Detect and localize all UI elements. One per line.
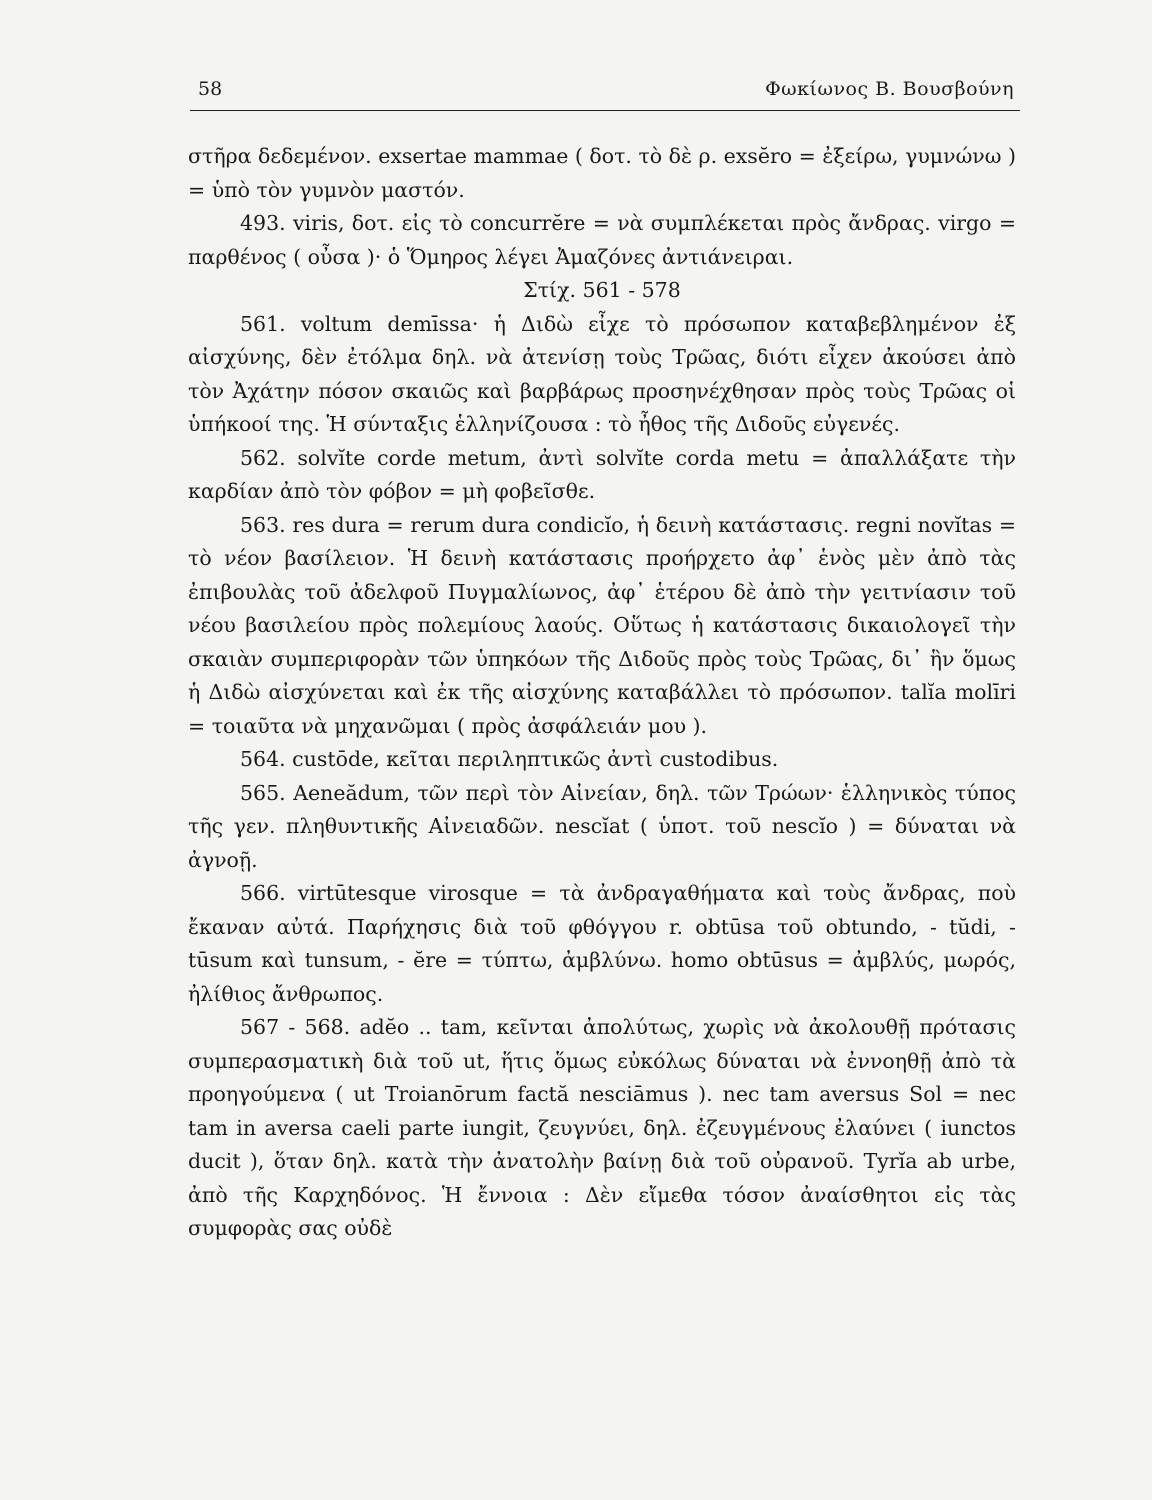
section-heading: Στίχ. 561 - 578 (523, 278, 681, 302)
note-564: 564. custōde, κεῖται περιληπτικῶς ἀντὶ custodibus. (240, 747, 779, 771)
page-header (190, 70, 1020, 111)
note-563: 563. res dura = rerum dura condicĭo, ἡ δεινὴ κατάστασις. regni novĭtas = τὸ νέον βασίλειον. Ἡ δεινὴ κατάστασις προήρχετο ἀφ᾽ ἑνὸς μὲν ἀπὸ τὰς ἐπιβουλὰς τοῦ ἀδελφοῦ Πυγμαλίωνος, ἀφ᾽ ἑτέρου δὲ ἀπὸ τὴν γειτνίασιν τοῦ νέου βασιλείου πρὸς πολεμίους λαούς. Οὕτως ἡ κατάστασις δικαιολογεῖ τὴν σκαιὰν συμπεριφορὰν τῶν ὑπηκόων τῆς Διδοῦς πρὸς τοὺς Τρῶας, δι᾽ ἣν ὅμως ἡ Διδὼ αἰσχύνεται καὶ ἐκ τῆς αἰσχύνης καταβάλλει τὸ πρόσωπον. talĭa molīri = τοιαῦτα νὰ μηχανῶμαι ( πρὸς ἀσφάλειάν μου ). (188, 512, 1016, 738)
note-566: 566. virtūtesque virosque = τὰ ἀνδραγαθήματα καὶ τοὺς ἄνδρας, ποὺ ἔκαναν αὐτά. Παρήχησις διὰ τοῦ φθόγγου r. obtūsa τοῦ obtundo, - tŭdi, - tūsum καὶ tunsum, - ĕre = τύπτω, ἀμβλύνω. homo obtūsus = ἀμβλύς, μωρός, ἠλίθιος ἄνθρωπος. (188, 881, 1016, 1006)
note-567-568: 567 - 568. adĕo .. tam, κεῖνται ἀπολύτως, χωρὶς νὰ ἀκολουθῇ πρότασις συμπερασματικὴ διὰ τοῦ ut, ἥτις ὅμως εὐκόλως δύναται νὰ ἐννοηθῇ ἀπὸ τὰ προηγούμενα ( ut Troianōrum factă nesciāmus ). nec tam aversus Sol = nec tam in aversa caeli parte iungit, ζευγνύει, δηλ. ἐζευγμένους ἐλαύνει ( iunctos ducit ), ὅταν δηλ. κατὰ τὴν ἀνατολὴν βαίνῃ διὰ τοῦ οὐρανοῦ. Tyrĭa ab urbe, ἀπὸ τῆς Καρχηδόνος. Ἡ ἔννοια : Δὲν εἴμεθα τόσον ἀναίσθητοι εἰς τὰς συμφορὰς σας οὐδὲ (188, 1015, 1016, 1240)
paragraph-continued: στῆρα δεδεμένον. exsertae mammae ( δοτ. τὸ δὲ ρ. exsĕro = ἐξείρω, γυμνώνω ) = ὑπὸ τὸν γυμνὸν μαστόν. (188, 144, 1016, 202)
note-493: 493. viris, δοτ. εἰς τὸ concurrĕre = νὰ συμπλέκεται πρὸς ἄνδρας. virgo = παρθένος ( οὖσα )· ὁ Ὅμηρος λέγει Ἀμαζόνες ἀντιάνειραι. (188, 211, 1016, 269)
running-head: Φωκίωνος Β. Βουσβούνη (765, 78, 1014, 100)
note-562: 562. solvĭte corde metum, ἀντὶ solvĭte corda metu = ἀπαλλάξατε τὴν καρδίαν ἀπὸ τὸν φόβον = μὴ φοβεῖσθε. (188, 445, 1016, 503)
note-561: 561. voltum demīssa· ἡ Διδὼ εἶχε τὸ πρόσωπον καταβεβλημένον ἐξ αἰσχύνης, δὲν ἐτόλμα δηλ. νὰ ἀτενίσῃ τοὺς Τρῶας, διότι εἶχεν ἀκούσει ἀπὸ τὸν Ἀχάτην πόσον σκαιῶς καὶ βαρβάρως προσηνέχθησαν πρὸς τοὺς Τρῶας οἱ ὑπήκοοί της. Ἡ σύνταξις ἑλληνίζουσα : τὸ ἦθος τῆς Διδοῦς εὐγενές. (188, 311, 1016, 436)
note-565: 565. Aeneădum, τῶν περὶ τὸν Αἰνείαν, δηλ. τῶν Τρώων· ἑλληνικὸς τύπος τῆς γεν. πληθυντικῆς Αἰνειαδῶν. nescĭat ( ὑποτ. τοῦ nescĭo ) = δύναται νὰ ἀγνοῇ. (188, 780, 1016, 872)
page-number: 58 (198, 78, 223, 100)
page-body (188, 140, 1016, 1246)
